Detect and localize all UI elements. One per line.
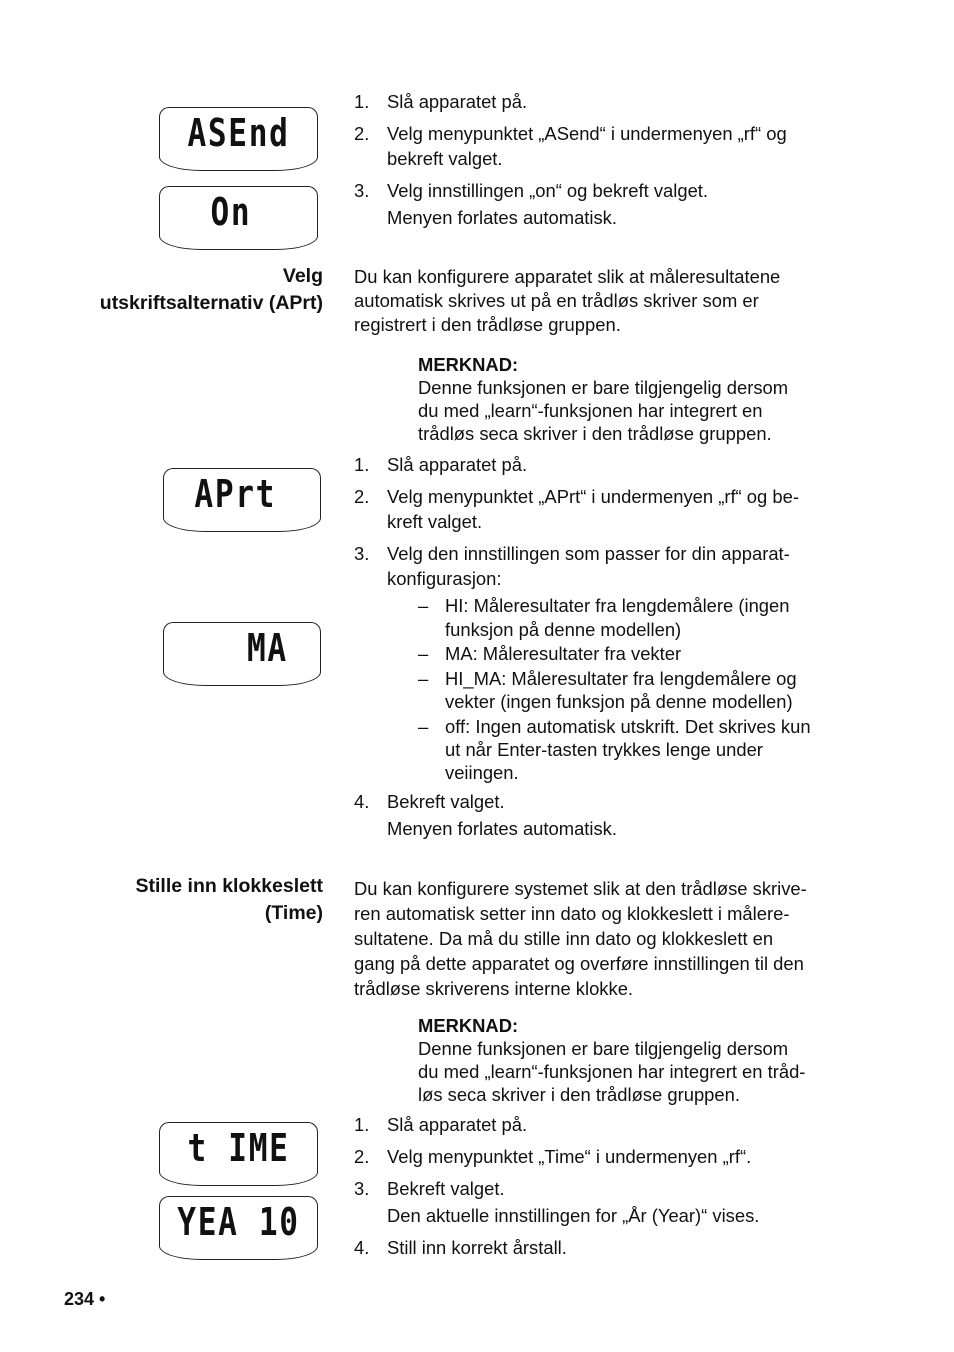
- lcd-text: t IME: [187, 1126, 290, 1170]
- lcd-display-asend: [159, 107, 318, 171]
- step-text: Velg menypunktet „ASend“ i undermenyen „rf“ og: [387, 123, 787, 144]
- intro-line: Du kan konfigurere apparatet slik at måleresultatene: [354, 266, 781, 287]
- step-number: 1.: [354, 91, 370, 112]
- heading-line: Velg: [282, 265, 323, 287]
- step-text: bekreft valget.: [387, 148, 503, 169]
- intro-line: sultatene. Da må du stille inn dato og klokkeslett en: [354, 928, 774, 949]
- intro-paragraph: [354, 876, 854, 1001]
- step-number: 1.: [354, 454, 370, 475]
- list-dash: –: [418, 643, 429, 664]
- note-box: [418, 1014, 858, 1106]
- note-line: løs seca skriver i den trådløse gruppen.: [418, 1084, 740, 1105]
- lcd-display-on: [159, 186, 318, 250]
- section-heading-aprt: [40, 263, 323, 317]
- heading-line: (Time): [264, 902, 323, 924]
- intro-paragraph: [354, 265, 844, 337]
- note-line: Denne funksjonen er bare tilgjengelig dersom: [418, 377, 789, 398]
- step-text: Den aktuelle innstillingen for „År (Year)“ vises.: [387, 1205, 760, 1226]
- step-number: 3.: [354, 1178, 370, 1199]
- lcd-text: On: [210, 190, 252, 234]
- heading-line: utskriftsalternativ (APrt): [99, 292, 323, 314]
- heading-line: Stille inn klokkeslett: [135, 875, 323, 897]
- list-dash: –: [418, 668, 429, 689]
- lcd-display-time: [159, 1122, 318, 1186]
- option-text: off: Ingen automatisk utskrift. Det skrives kun: [445, 716, 811, 737]
- section-heading-time: [40, 873, 323, 927]
- step-text: Velg menypunktet „APrt“ i undermenyen „rf“ og be-: [387, 486, 799, 507]
- step-number: 3.: [354, 180, 370, 201]
- lcd-text: MA: [246, 626, 288, 670]
- option-text: HI: Måleresultater fra lengdemålere (ingen: [445, 595, 790, 616]
- lcd-display-aprt: [163, 468, 321, 532]
- step-number: 1.: [354, 1114, 370, 1135]
- list-dash: –: [418, 595, 429, 616]
- step-text: Slå apparatet på.: [387, 91, 528, 112]
- note-title: MERKNAD:: [418, 354, 519, 375]
- step-text: konfigurasjon:: [387, 568, 502, 589]
- step-text: Slå apparatet på.: [387, 454, 528, 475]
- option-text: MA: Måleresultater fra vekter: [445, 643, 682, 664]
- note-line: trådløs seca skriver i den trådløse gruppen.: [418, 423, 772, 444]
- step-number: 4.: [354, 791, 370, 812]
- step-number: 2.: [354, 486, 370, 507]
- note-line: Denne funksjonen er bare tilgjengelig dersom: [418, 1038, 789, 1059]
- step-number: 2.: [354, 123, 370, 144]
- step-text: Still inn korrekt årstall.: [387, 1237, 567, 1258]
- page-number: 234 •: [64, 1289, 106, 1309]
- step-number: 4.: [354, 1237, 370, 1258]
- lcd-display-ma: [163, 622, 321, 686]
- step-text: Slå apparatet på.: [387, 1114, 528, 1135]
- lcd-text: ASEnd: [187, 111, 290, 155]
- note-box: [418, 353, 848, 445]
- step-text: Bekreft valget.: [387, 791, 505, 812]
- intro-line: trådløse skriverens interne klokke.: [354, 978, 634, 999]
- lcd-display-year: [159, 1196, 318, 1260]
- step-text: Menyen forlates automatisk.: [387, 207, 617, 228]
- option-text: vekter (ingen funksjon på denne modellen): [445, 691, 793, 712]
- step-number: 3.: [354, 543, 370, 564]
- step-text: Bekreft valget.: [387, 1178, 505, 1199]
- step-number: 2.: [354, 1146, 370, 1167]
- intro-line: automatisk skrives ut på en trådløs skriver som er: [354, 290, 759, 311]
- option-text: HI_MA: Måleresultater fra lengdemålere og: [445, 668, 797, 689]
- step-text: Menyen forlates automatisk.: [387, 818, 617, 839]
- step-text: kreft valget.: [387, 511, 483, 532]
- option-text: veiingen.: [445, 762, 519, 783]
- intro-line: Du kan konfigurere systemet slik at den trådløse skrive-: [354, 878, 807, 899]
- option-text: funksjon på denne modellen): [445, 619, 682, 640]
- note-line: du med „learn“-funksjonen har integrert en: [418, 400, 763, 421]
- note-title: MERKNAD:: [418, 1015, 519, 1036]
- intro-line: registrert i den trådløse gruppen.: [354, 314, 621, 335]
- option-text: ut når Enter-tasten trykkes lenge under: [445, 739, 763, 760]
- lcd-text: APrt: [194, 472, 277, 516]
- intro-line: ren automatisk setter inn dato og klokkeslett i målere-: [354, 903, 790, 924]
- step-text: Velg menypunktet „Time“ i undermenyen „rf“.: [387, 1146, 752, 1167]
- step-text: Velg den innstillingen som passer for din apparat-: [387, 543, 790, 564]
- note-line: du med „learn“-funksjonen har integrert en tråd-: [418, 1061, 806, 1082]
- step-text: Velg innstillingen „on“ og bekreft valget.: [387, 180, 709, 201]
- lcd-text: YEA 10: [177, 1200, 300, 1244]
- list-dash: –: [418, 716, 429, 737]
- intro-line: gang på dette apparatet og overføre innstillingen til den: [354, 953, 804, 974]
